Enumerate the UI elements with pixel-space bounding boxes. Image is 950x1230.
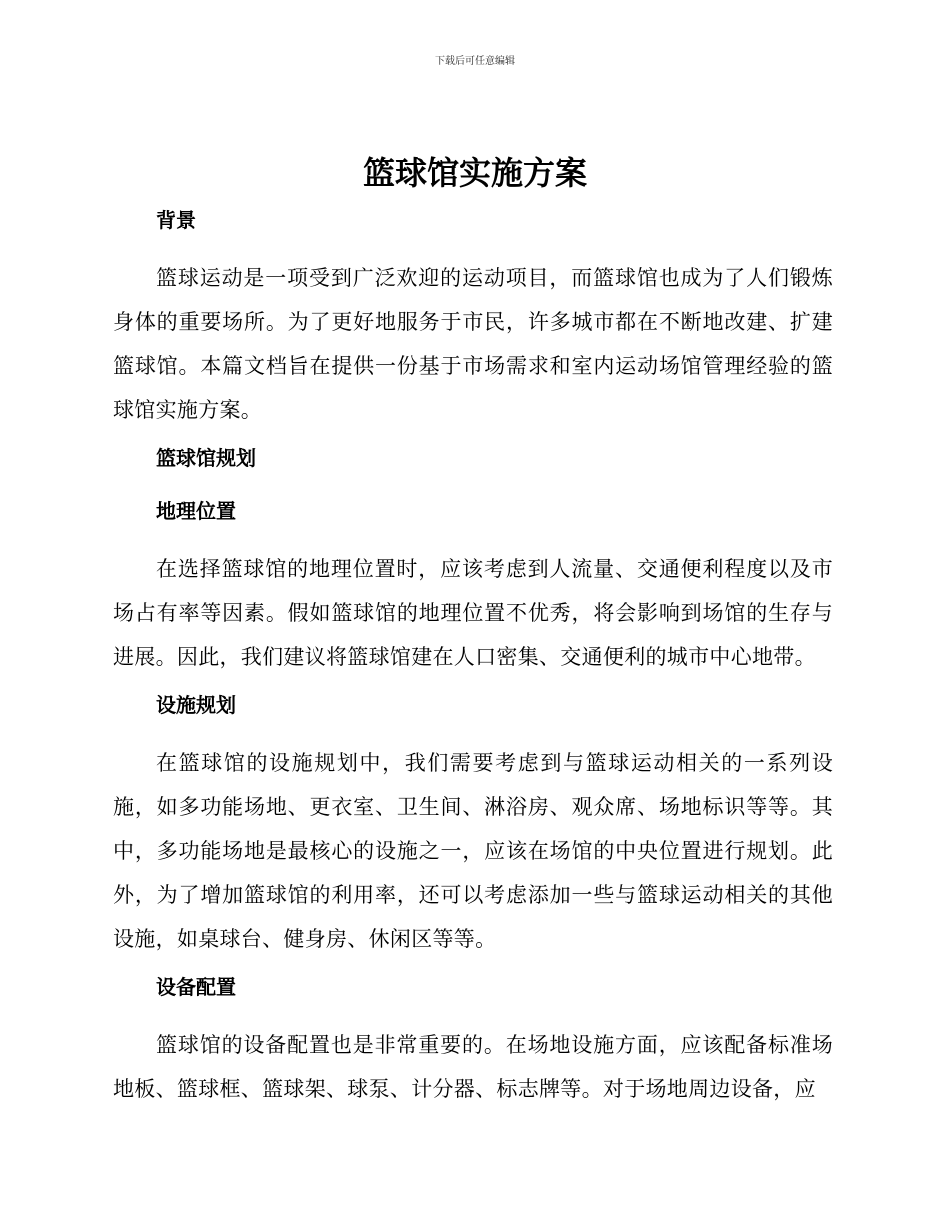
document-body <box>113 203 833 1120</box>
header-note: 下载后可任意编辑 <box>435 56 515 67</box>
section-heading-planning: 篮球馆规划 <box>156 446 256 470</box>
subsection-heading-location: 地理位置 <box>156 499 236 523</box>
document-title: 篮球馆实施方案 <box>362 154 587 192</box>
subsection-heading-facilities: 设施规划 <box>156 693 236 717</box>
subsection-heading-equipment: 设备配置 <box>156 975 236 999</box>
paragraph-background: 篮球运动是一项受到广泛欢迎的运动项目，而篮球馆也成为了人们锻炼身体的重要场所。为了更好地服务于市民，许多城市都在不断地改建、扩建篮球馆。本篇文档旨在提供一份基于市场需求和室内运动场馆管理经验的篮球馆实施方案。 <box>113 266 833 422</box>
paragraph-facilities: 在篮球馆的设施规划中，我们需要考虑到与篮球运动相关的一系列设施，如多功能场地、更衣室、卫生间、淋浴房、观众席、场地标识等等。其中，多功能场地是最核心的设施之一，应该在场馆的中央位置进行规划。此外，为了增加篮球馆的利用率，还可以考虑添加一些与篮球运动相关的其他设施，如桌球台、健身房、休闲区等等。 <box>113 751 833 951</box>
paragraph-equipment: 篮球馆的设备配置也是非常重要的。在场地设施方面，应该配备标准场地板、篮球框、篮球架、球泵、计分器、标志牌等。对于场地周边设备，应 <box>113 1033 833 1101</box>
paragraph-location: 在选择篮球馆的地理位置时，应该考虑到人流量、交通便利程度以及市场占有率等因素。假如篮球馆的地理位置不优秀，将会影响到场馆的生存与进展。因此，我们建议将篮球馆建在人口密集、交通便利的城市中心地带。 <box>113 557 833 669</box>
section-heading-background: 背景 <box>156 208 196 232</box>
